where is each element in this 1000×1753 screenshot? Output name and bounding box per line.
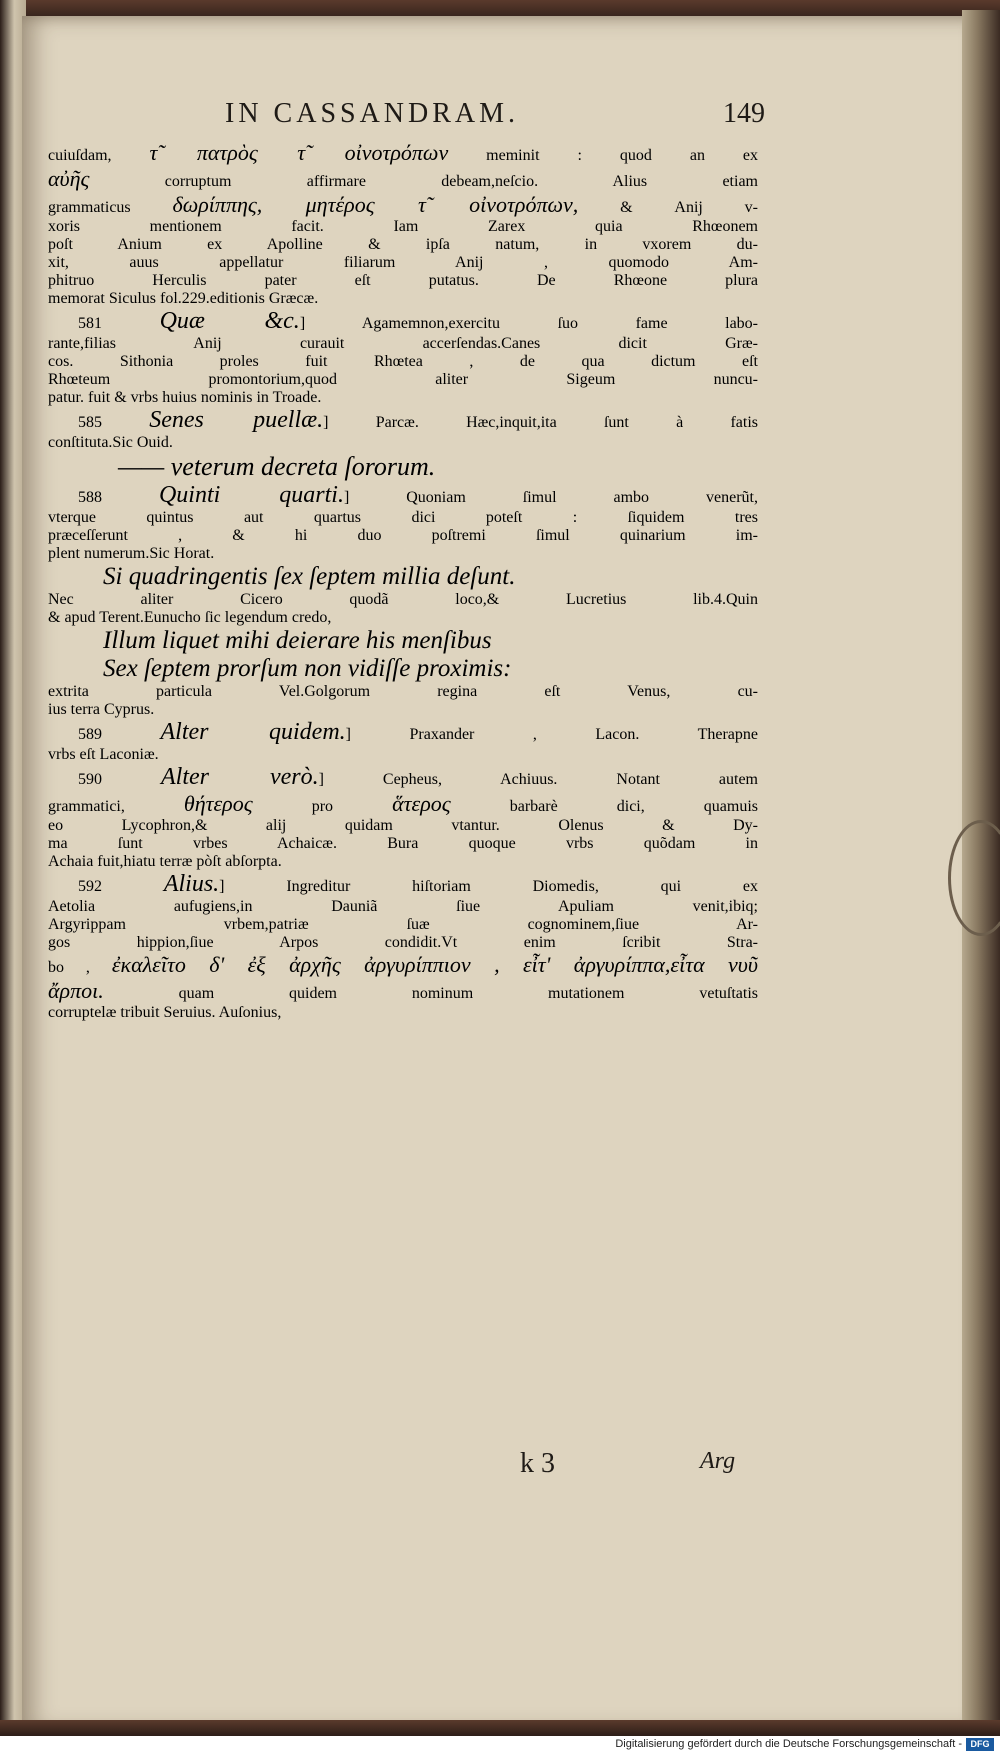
text-line [48, 835, 758, 853]
line-text: grammatici, [48, 798, 184, 815]
greek-text: ἄρποι. [48, 978, 104, 1003]
text-line [48, 591, 758, 609]
line-text: gos hippion,ſiue Arpos condidit.Vt enim ſcribit Stra- [48, 934, 758, 951]
text-line [48, 898, 758, 916]
text-line [48, 764, 758, 791]
line-text: vterque quintus aut quartus dici poteſt : ſiquidem tres [48, 509, 758, 526]
text-line [48, 272, 758, 290]
line-text: vrbs eſt Laconiæ. [48, 746, 159, 763]
line-text: Aetolia aufugiens,in Dauniã ſiue Apuliam venit,ibiq; [48, 898, 758, 915]
text-line [48, 871, 758, 898]
line-text: ] Cepheus, Achiuus. Notant autem [318, 771, 759, 788]
text-line [48, 218, 758, 236]
line-text: ] Quoniam ſimul ambo venerũt, [343, 489, 758, 506]
line-text: rante,filias Anij curauit accerſendas.Canes dicit Græ- [48, 335, 758, 352]
text-line [48, 609, 758, 627]
text-line [48, 353, 758, 371]
line-text: Argyrippam vrbem,patriæ ſuæ cognominem,ſiue Ar- [48, 916, 758, 933]
line-text: conſtituta.Sic Ouid. [48, 434, 173, 451]
text-line [48, 434, 758, 452]
line-text: quam quidem nominum mutationem vetuſtatis [103, 985, 758, 1002]
page-body-text [48, 140, 758, 1022]
line-text: corruptelæ tribuit Seruius. Auſonius, [48, 1004, 282, 1021]
line-text: ius terra Cyprus. [48, 701, 155, 718]
text-line [48, 407, 758, 434]
lemma: Quinti quarti. [158, 482, 344, 508]
line-text: poſt Anium ex Apolline & ipſa natum, in vxorem du- [48, 236, 758, 253]
line-text: & apud Terent.Eunucho ſic legendum credo, [48, 609, 332, 626]
greek-text: ἐκαλεῖτο δ' ἐξ ἀρχῆς ἀργυρίππιον , εἶτ' ἀργυρίππα,εἶτα νυῦ [111, 952, 759, 977]
greek-text: ἅτερος [392, 791, 451, 816]
line-text: xit, auus appellatur filiarum Anij , quomodo Am- [48, 254, 758, 271]
text-line [48, 1004, 758, 1022]
text-line [48, 192, 758, 218]
line-text: xoris mentionem facit. Iam Zarex quia Rhœonem [48, 218, 758, 235]
line-text: pro [252, 798, 393, 815]
text-line [48, 952, 758, 978]
text-line [48, 746, 758, 764]
text-line [48, 389, 758, 407]
text-line [48, 290, 758, 308]
line-text: barbarè dici, quamuis [450, 798, 759, 815]
line-text: & Anij v- [578, 199, 759, 216]
signature-mark: k 3 [520, 1448, 555, 1479]
lemma: Alter quidem. [160, 719, 346, 745]
greek-text: τ̃ πατρὸς τ̃ οἰνοτρόπων [149, 140, 449, 165]
line-text: patur. fuit & vrbs huius nominis in Troade. [48, 389, 322, 406]
text-line [48, 482, 758, 509]
line-text: extrita particula Vel.Golgorum regina eſt Venus, cu- [48, 683, 758, 700]
greek-text: αὐῆς [48, 166, 90, 191]
line-text: plent numerum.Sic Horat. [48, 545, 215, 562]
footer-bar [0, 1736, 1000, 1753]
text-line [48, 853, 758, 871]
line-text: cuiuſdam, [48, 147, 150, 164]
line-text: meminit : quod an ex [448, 147, 759, 164]
text-line [48, 916, 758, 934]
text-line [48, 701, 758, 719]
running-title: IN CASSANDRAM. [225, 98, 520, 129]
text-line: —— veterum decreta ſororum. [118, 452, 436, 481]
line-text: ma ſunt vrbes Achaicæ. Bura quoque vrbs quõdam in [48, 835, 758, 852]
text-line [48, 791, 758, 817]
line-text: ] Ingreditur hiſtoriam Diomedis, qui ex [219, 878, 758, 895]
lemma: Quæ &c. [159, 308, 300, 334]
line-number: 588 [78, 489, 159, 506]
line-text: grammaticus [48, 199, 173, 216]
book-bottom-edge [0, 1720, 1000, 1736]
text-line [48, 527, 758, 545]
line-text: corruptum affirmare debeam,neſcio. Alius etiam [89, 173, 758, 190]
text-line [48, 236, 758, 254]
dfg-badge: DFG [966, 1738, 994, 1751]
text-line: Si quadringentis ſex ſeptem millia deſunt. [103, 563, 516, 590]
text-line: Sex ſeptem prorſum non vidiſſe proximis: [103, 655, 512, 682]
line-number: 581 [78, 315, 160, 332]
text-line [48, 978, 758, 1004]
line-text: Rhœteum promontorium,quod aliter Sigeum nuncu- [48, 371, 758, 388]
line-text: Nec aliter Cicero quodã loco,& Lucretius lib.4.Quin [48, 591, 758, 608]
greek-text: θήτερος [183, 791, 253, 816]
text-line [48, 719, 758, 746]
lemma: Senes puellæ. [149, 407, 324, 433]
text-line: Illum liquet mihi deierare his menſibus [103, 627, 492, 654]
text-line [48, 817, 758, 835]
line-text: ] Praxander , Lacon. Therapne [345, 726, 759, 743]
line-text: Achaia fuit,hiatu terræ pòſt abſorpta. [48, 853, 282, 870]
line-text: phitruo Herculis pater eſt putatus. De Rhœone plura [48, 272, 758, 289]
greek-text: δωρίππης, μητέρος τ̃ οἰνοτρόπων, [172, 192, 579, 217]
text-line [48, 254, 758, 272]
text-line [48, 683, 758, 701]
text-line [48, 140, 758, 166]
text-line [48, 371, 758, 389]
line-text: ] Parcæ. Hæc,inquit,ita ſunt à fatis [323, 414, 759, 431]
lemma: Alter verò. [160, 764, 319, 790]
line-number: 585 [78, 414, 150, 431]
text-line [48, 545, 758, 563]
catchword: Arg [700, 1448, 736, 1474]
text-line [48, 335, 758, 353]
line-text: memorat Siculus fol.229.editionis Græcæ. [48, 290, 319, 307]
running-header [225, 98, 765, 138]
line-number: 590 [78, 771, 161, 788]
line-text: ] Agamemnon,exercitu ſuo fame labo- [299, 315, 758, 332]
text-line [48, 509, 758, 527]
footer-credit: Digitalisierung gefördert durch die Deutsche Forschungsgemeinschaft - [615, 1738, 962, 1750]
lemma: Alius. [163, 871, 220, 897]
text-line [48, 166, 758, 192]
line-text: eo Lycophron,& alij quidam vtantur. Olenus & Dy- [48, 817, 758, 834]
text-line [48, 934, 758, 952]
line-number: 589 [78, 726, 161, 743]
line-text: bo , [48, 959, 112, 976]
text-line [48, 308, 758, 335]
page-number: 149 [723, 98, 765, 129]
line-text: præceſſerunt , & hi duo poſtremi ſimul quinarium im- [48, 527, 758, 544]
line-number: 592 [78, 878, 164, 895]
line-text: cos. Sithonia proles fuit Rhœtea , de qua dictum eſt [48, 353, 758, 370]
